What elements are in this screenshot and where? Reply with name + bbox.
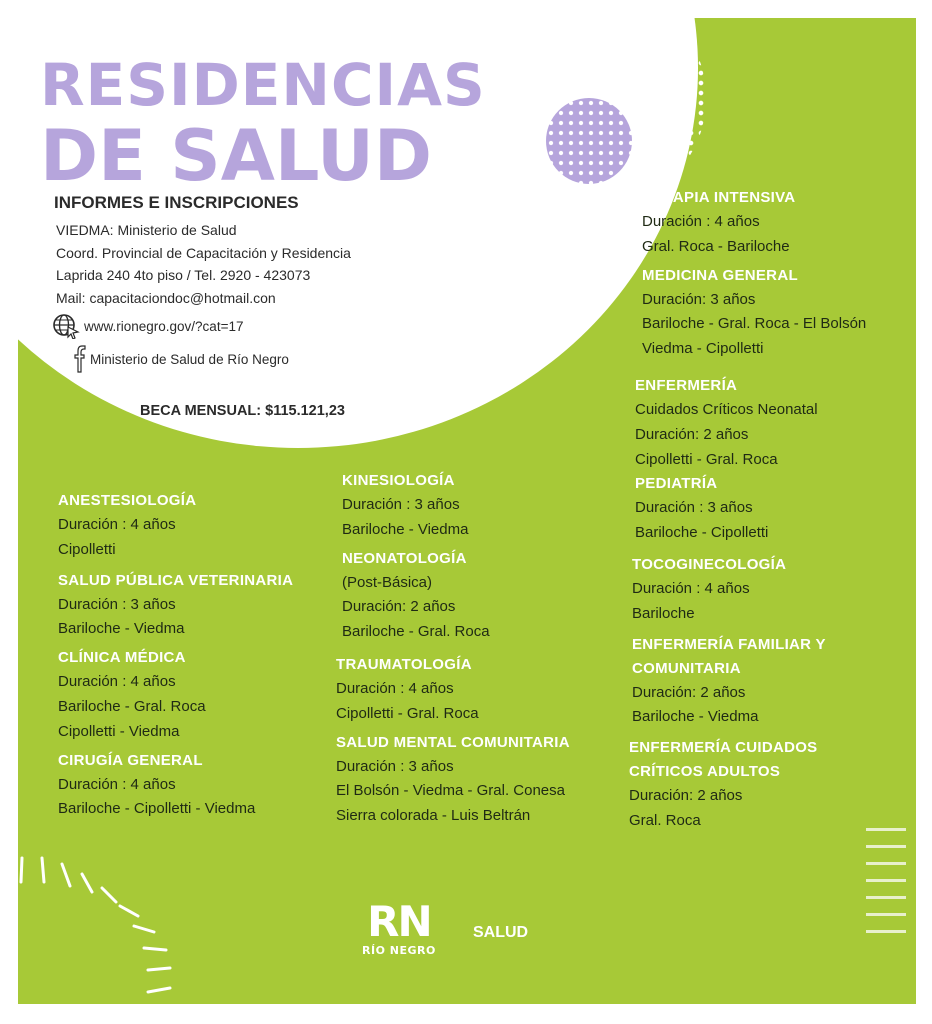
residency-salud-publica-veterinaria xyxy=(58,569,293,643)
residency-clinica-medica xyxy=(58,646,293,744)
section-line: Cipolletti - Gral. Roca xyxy=(336,704,479,722)
title-line-2: DE SALUD xyxy=(40,115,432,197)
section-title: TERAPIA INTENSIVA xyxy=(642,189,796,206)
residency-cirugia-general xyxy=(58,749,293,823)
section-line: (Post-Básica) xyxy=(342,573,433,591)
info-line: Coord. Provincial de Capacitación y Residencia xyxy=(56,244,351,261)
logo-salud-label: SALUD xyxy=(473,924,529,941)
section-line: Duración : 3 años xyxy=(342,496,460,513)
residency-anestesiologia xyxy=(58,489,293,563)
section-line: Viedma - Cipolletti xyxy=(642,340,764,358)
column-right-bottom xyxy=(629,553,852,834)
section-line: Bariloche - Gral. Roca xyxy=(342,623,490,641)
info-block xyxy=(52,193,351,373)
section-line: Duración : 3 años xyxy=(336,757,454,775)
section-title: PEDIATRÍA xyxy=(635,475,718,493)
residency-pediatria xyxy=(635,472,818,546)
logo-subtitle: RÍO NEGRO xyxy=(362,944,436,957)
beca-amount: BECA MENSUAL: $115.121,23 xyxy=(140,403,345,419)
section-line: Bariloche xyxy=(632,604,695,622)
section-title: MEDICINA GENERAL xyxy=(642,266,798,284)
section-line: Duración : 4 años xyxy=(58,516,176,533)
section-line: Bariloche - Gral. Roca - El Bolsón xyxy=(642,315,867,333)
residency-tocoginecologia xyxy=(632,553,852,627)
section-title: ENFERMERÍA xyxy=(635,377,738,394)
section-title: TOCOGINECOLOGÍA xyxy=(632,556,787,573)
facebook-row[interactable] xyxy=(72,345,351,373)
residency-salud-mental-comunitaria xyxy=(336,731,570,829)
section-title: ANESTESIOLOGÍA xyxy=(58,492,197,509)
globe-cursor-icon xyxy=(52,313,80,339)
logo-mark: RN xyxy=(367,897,431,946)
section-line: Duración: 3 años xyxy=(642,290,756,308)
section-line: El Bolsón - Viedma - Gral. Conesa xyxy=(336,782,565,800)
section-line: Bariloche - Gral. Roca xyxy=(58,697,206,715)
section-line: Duración : 4 años xyxy=(58,775,176,793)
section-line: Duración : 4 años xyxy=(632,580,750,597)
residency-kinesiologia xyxy=(342,469,570,543)
residency-enfermeria xyxy=(635,374,818,472)
section-title: TRAUMATOLOGÍA xyxy=(336,655,472,673)
column-right-top xyxy=(642,186,866,362)
residency-neonatologia xyxy=(342,547,570,645)
column-middle xyxy=(336,469,570,829)
section-line: Duración: 2 años xyxy=(629,787,743,805)
section-line: Bariloche - Viedma xyxy=(342,520,469,538)
section-line: Bariloche - Viedma xyxy=(58,620,185,638)
info-line: VIEDMA: Ministerio de Salud xyxy=(56,222,237,238)
section-line: Cipolletti - Viedma xyxy=(58,722,180,740)
info-email[interactable]: Mail: capacitaciondoc@hotmail.con xyxy=(56,289,276,306)
section-line: Sierra colorada - Luis Beltrán xyxy=(336,807,531,825)
residency-enfermeria-familiar xyxy=(632,633,832,731)
stripes-decoration xyxy=(866,828,906,947)
section-line: Cipolletti - Gral. Roca xyxy=(635,450,778,468)
section-line: Duración: 2 años xyxy=(635,425,749,443)
residency-traumatologia xyxy=(336,653,570,727)
facebook-link[interactable]: Ministerio de Salud de Río Negro xyxy=(90,351,289,367)
column-left xyxy=(58,489,293,822)
purple-dots-circle xyxy=(546,98,632,184)
section-line: Bariloche - Cipolletti - Viedma xyxy=(58,800,256,818)
section-line: Bariloche - Viedma xyxy=(632,708,759,726)
sunburst-lines-decoration xyxy=(18,828,198,1004)
section-title: SALUD MENTAL COMUNITARIA xyxy=(336,733,570,751)
residency-enfermeria-cuidados-criticos xyxy=(629,736,839,834)
section-title: ENFERMERÍA FAMILIAR Y COMUNITARIA xyxy=(632,635,826,677)
section-line: Duración : 3 años xyxy=(635,499,753,517)
section-line: Bariloche - Cipolletti xyxy=(635,524,769,542)
section-title: KINESIOLOGÍA xyxy=(342,472,455,489)
rio-negro-logo xyxy=(362,897,436,957)
info-line: Laprida 240 4to piso / Tel. 2920 - 423073 xyxy=(56,267,311,283)
section-line: Duración : 4 años xyxy=(336,679,454,697)
web-link[interactable]: www.rionegro.gov/?cat=17 xyxy=(84,318,244,334)
section-title: SALUD PÚBLICA VETERINARIA xyxy=(58,571,294,589)
section-line: Gral. Roca xyxy=(629,811,701,829)
column-right-middle xyxy=(635,374,818,546)
section-line: Gral. Roca - Bariloche xyxy=(642,237,790,255)
info-heading: INFORMES E INSCRIPCIONES xyxy=(54,193,299,212)
poster-background xyxy=(18,18,916,1004)
section-title: CLÍNICA MÉDICA xyxy=(58,649,186,667)
web-row[interactable] xyxy=(52,313,351,339)
section-title: CIRUGÍA GENERAL xyxy=(58,751,203,769)
section-line: Duración : 3 años xyxy=(58,595,176,613)
section-title: NEONATOLOGÍA xyxy=(342,549,467,567)
section-line: Cipolletti xyxy=(58,540,116,558)
section-line: Duración: 2 años xyxy=(342,598,456,616)
facebook-icon xyxy=(72,345,86,373)
section-line: Duración: 2 años xyxy=(632,683,746,701)
residency-medicina-general xyxy=(642,264,866,362)
section-title: ENFERMERÍA CUIDADOS CRÍTICOS ADULTOS xyxy=(629,739,818,781)
section-line: Cuidados Críticos Neonatal xyxy=(635,401,818,418)
residency-terapia-intensiva xyxy=(642,186,866,260)
title-line-1: RESIDENCIAS xyxy=(40,51,486,119)
section-line: Duración : 4 años xyxy=(58,673,176,691)
section-line: Duración : 4 años xyxy=(642,213,760,230)
